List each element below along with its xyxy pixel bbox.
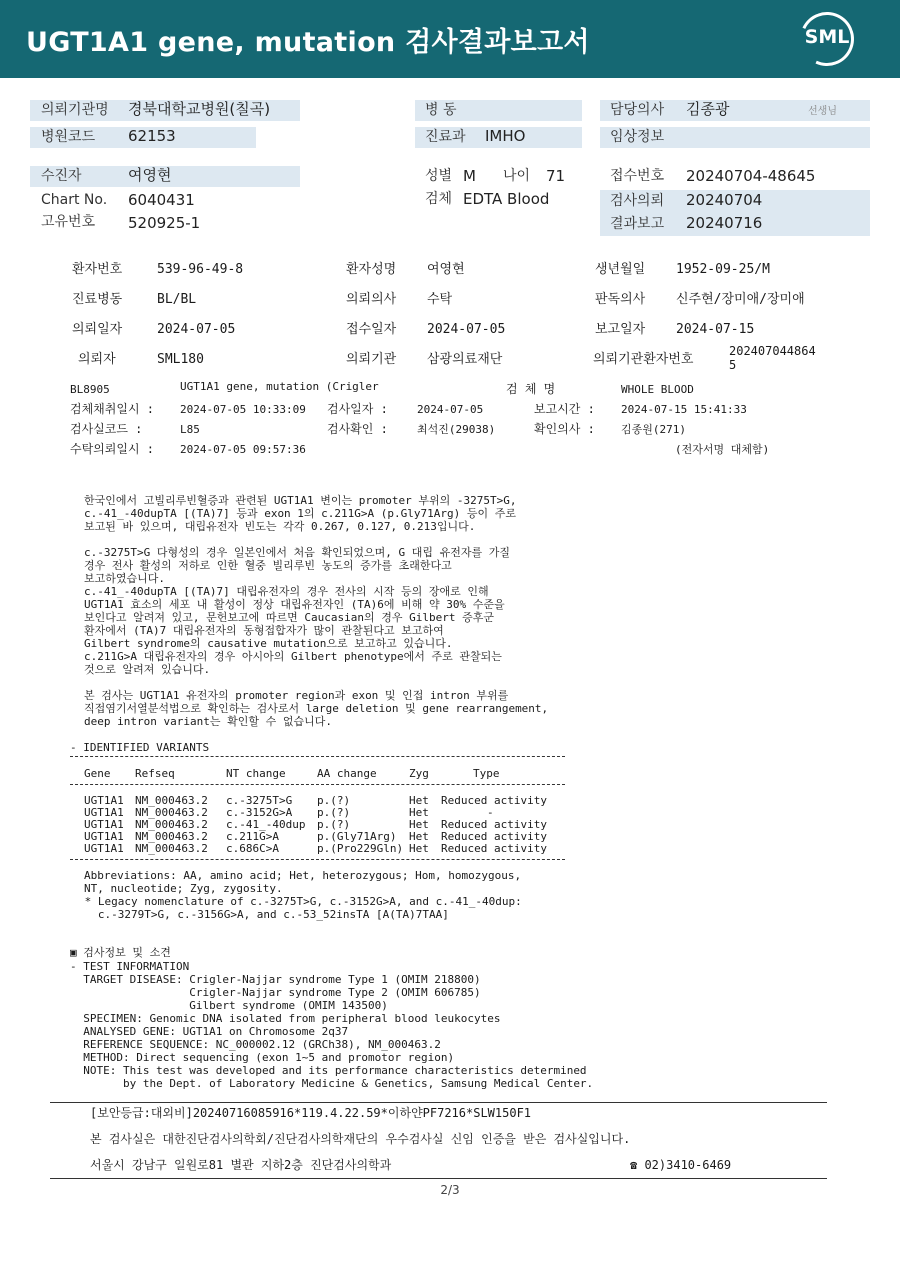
unique-label: 고유번호 <box>41 214 96 230</box>
info-line: METHOD: Direct sequencing (exon 1~5 and promotor region) <box>70 1051 455 1064</box>
footer-rule-top <box>50 1102 827 1103</box>
lab-code-label: 검사실코드 : <box>70 422 143 436</box>
info-line: Crigler-Najjar syndrome Type 2 (OMIM 606785) <box>70 986 481 999</box>
cell-refseq: NM_000463.2 <box>135 830 208 843</box>
institution-label: 의뢰기관명 <box>41 102 109 118</box>
cell-type: Reduced activity <box>441 842 547 855</box>
sex-value: M <box>463 167 476 185</box>
chart-label: Chart No. <box>41 192 108 208</box>
narrative-line: c.-3275T>G 다형성의 경우 일본인에서 처음 확인되었으며, G 대립 유전자를 가질 <box>84 546 510 559</box>
table-rule-mid <box>70 784 565 785</box>
specimen-name-label: 검 체 명 <box>506 382 556 396</box>
sml-logo <box>800 12 854 66</box>
patient-info-value: 여영현 <box>427 262 465 277</box>
info-line: - TEST INFORMATION <box>70 960 190 973</box>
cell-zyg: Het <box>409 830 429 843</box>
doctor-value: 김종광 <box>686 100 730 118</box>
patient-info-value: 202407044864 <box>729 344 816 358</box>
logo-text: SML <box>804 26 850 48</box>
age-label: 나이 <box>503 168 531 184</box>
patient-info-label: 의뢰기관 <box>346 352 397 367</box>
patient-info-value: BL/BL <box>157 292 197 307</box>
cell-gene: UGT1A1 <box>84 806 124 819</box>
cell-gene: UGT1A1 <box>84 818 124 831</box>
cell-aa: p.(Gly71Arg) <box>317 830 397 843</box>
legacy-note: * Legacy nomenclature of c.-3275T>G, c.-3152G>A, and c.-41_-40dup: <box>78 895 522 908</box>
report-value: 20240716 <box>686 214 763 232</box>
patient-info-label: 환자성명 <box>346 262 397 277</box>
narrative-line: 직접염기서열분석법으로 확인하는 검사로서 large deletion 및 gene rearrangement, <box>84 702 549 715</box>
cell-aa: p.(?) <box>317 806 351 819</box>
info-line: SPECIMEN: Genomic DNA isolated from peripheral blood leukocytes <box>70 1012 501 1025</box>
security-line: [보안등급:대외비]20240716085916*119.4.22.59*이하얀PF7216*SLW150F1 <box>90 1106 532 1120</box>
cell-nt: c.-41_-40dup <box>226 818 306 831</box>
sex-label: 성별 <box>425 168 453 184</box>
doctor-label: 담당의사 <box>610 102 665 118</box>
info-line: by the Dept. of Laboratory Medicine & Genetics, Samsung Medical Center. <box>70 1077 594 1090</box>
cell-aa: p.(?) <box>317 818 351 831</box>
cell-nt: c.-3152G>A <box>226 806 293 819</box>
test-code: BL8905 <box>70 383 110 396</box>
col-header-refseq: Refseq <box>135 767 175 780</box>
narrative-line: 것으로 알려져 있습니다. <box>84 663 211 676</box>
cell-gene: UGT1A1 <box>84 830 124 843</box>
info-line: NOTE: This test was developed and its performance characteristics determined <box>70 1064 587 1077</box>
table-rule-bottom <box>70 859 565 860</box>
receipt-label: 접수번호 <box>610 168 665 184</box>
lab-code-value: L85 <box>180 423 200 436</box>
narrative-line: 한국인에서 고빌리루빈혈증과 관련된 UGT1A1 변이는 promoter 부위의 -3275T>G, <box>84 494 517 507</box>
cell-zyg: Het <box>409 842 429 855</box>
consign-label: 수탁의뢰일시 : <box>70 442 155 456</box>
col-header-zyg: Zyg <box>409 767 429 780</box>
page-number: 2/3 <box>440 1183 460 1197</box>
cell-refseq: NM_000463.2 <box>135 794 208 807</box>
report-time-label: 보고시간 : <box>534 402 595 416</box>
patient-label: 수진자 <box>41 168 82 184</box>
specimen-value: EDTA Blood <box>463 190 550 208</box>
patient-info-label: 환자번호 <box>72 262 123 277</box>
info-line: TARGET DISEASE: Crigler-Najjar syndrome Type 1 (OMIM 218800) <box>70 973 481 986</box>
patient-info-value: 신주현/장미애/장미애 <box>676 292 805 307</box>
confirm-value: 최석진(29038) <box>417 423 496 436</box>
cell-gene: UGT1A1 <box>84 842 124 855</box>
patient-info-label: 접수일자 <box>346 322 397 337</box>
clinical-label: 임상정보 <box>610 129 665 145</box>
narrative-line: c.-41_-40dupTA [(TA)7] 등과 exon 1의 c.211G>A (p.Gly71Arg) 등이 주로 <box>84 507 516 520</box>
patient-info-label: 의뢰일자 <box>72 322 123 337</box>
hospital-code-value: 62153 <box>128 127 176 145</box>
phone-line: ☎ 02)3410-6469 <box>630 1158 732 1172</box>
cell-type: Reduced activity <box>441 830 547 843</box>
patient-info-label: 진료병동 <box>72 292 123 307</box>
narrative-line: 보고된 바 있으며, 대립유전자 빈도는 각각 0.267, 0.127, 0.213입니다. <box>84 520 476 533</box>
narrative-line: 보인다고 알려져 있고, 문헌보고에 따르면 Caucasian의 경우 Gilbert 증후군 <box>84 611 494 624</box>
patient-info-value: 1952-09-25/M <box>676 262 770 277</box>
abbreviation-note: NT, nucleotide; Zyg, zygosity. <box>84 882 283 895</box>
esign-note: (전자서명 대체함) <box>675 443 770 456</box>
chart-value: 6040431 <box>128 191 195 209</box>
col-header-type: Type <box>473 767 500 780</box>
col-header-gene: Gene <box>84 767 111 780</box>
cell-nt: c.686C>A <box>226 842 279 855</box>
confirm-doctor-label: 확인의사 : <box>534 422 595 436</box>
legacy-note: c.-3279T>G, c.-3156G>A, and c.-53_52insTA [A(TA)7TAA] <box>78 908 449 921</box>
cell-refseq: NM_000463.2 <box>135 842 208 855</box>
cell-type: - <box>487 806 494 819</box>
cell-refseq: NM_000463.2 <box>135 806 208 819</box>
report-time-value: 2024-07-15 15:41:33 <box>621 403 747 416</box>
unique-value: 520925-1 <box>128 214 201 232</box>
confirm-doctor-value: 김종원(271) <box>621 423 686 436</box>
report-header <box>0 0 900 78</box>
request-value: 20240704 <box>686 191 763 209</box>
report-label: 결과보고 <box>610 216 665 232</box>
patient-info-value-cont: 5 <box>729 358 737 372</box>
patient-info-value: 수탁 <box>427 292 453 307</box>
specimen-label: 검체 <box>425 191 453 207</box>
patient-info-label: 생년월일 <box>595 262 646 277</box>
abbreviation-note: Abbreviations: AA, amino acid; Het, heterozygous; Hom, homozygous, <box>84 869 522 882</box>
patient-info-label: 판독의사 <box>595 292 646 307</box>
ward-label: 병 동 <box>425 102 457 118</box>
narrative-line: deep intron variant는 확인할 수 없습니다. <box>84 715 332 728</box>
cell-nt: c.-3275T>G <box>226 794 293 807</box>
request-label: 검사의뢰 <box>610 193 665 209</box>
receipt-value: 20240704-48645 <box>686 167 816 185</box>
info-line: REFERENCE SEQUENCE: NC_000002.12 (GRCh38), NM_000463.2 <box>70 1038 441 1051</box>
cell-zyg: Het <box>409 818 429 831</box>
patient-info-value: 2024-07-15 <box>676 322 755 337</box>
info-section-title: ▣ 검사정보 및 소견 <box>70 946 171 959</box>
col-header-nt: NT change <box>226 767 286 780</box>
patient-info-label: 의뢰기관환자번호 <box>593 352 694 367</box>
address-line: 서울시 강남구 일원로81 별관 지하2층 진단검사의학과 <box>90 1158 392 1172</box>
report-title: UGT1A1 gene, mutation 검사결과보고서 <box>26 27 590 58</box>
patient-info-value: 539-96-49-8 <box>157 262 244 277</box>
patient-info-value: 2024-07-05 <box>157 322 236 337</box>
patient-info-value: 삼광의료재단 <box>427 352 503 367</box>
collect-value: 2024-07-05 10:33:09 <box>180 403 306 416</box>
narrative-line: 보고하였습니다. <box>84 572 166 585</box>
narrative-line: c.-41_-40dupTA [(TA)7] 대립유전자의 경우 전사의 시작 등의 장애로 인해 <box>84 585 489 598</box>
narrative-line: Gilbert syndrome의 causative mutation으로 보고하고 있습니다. <box>84 637 453 650</box>
specimen-name-value: WHOLE BLOOD <box>621 383 694 396</box>
cell-gene: UGT1A1 <box>84 794 124 807</box>
cell-nt: c.211G>A <box>226 830 279 843</box>
col-header-aa: AA change <box>317 767 377 780</box>
department-label: 진료과 <box>425 129 466 145</box>
table-rule-top <box>70 756 565 757</box>
patient-info-value: 2024-07-05 <box>427 322 506 337</box>
patient-info-value: SML180 <box>157 352 204 367</box>
cell-refseq: NM_000463.2 <box>135 818 208 831</box>
info-line: ANALYSED GENE: UGT1A1 on Chromosome 2q37 <box>70 1025 349 1038</box>
patient-info-label: 의뢰자 <box>78 352 116 367</box>
cell-aa: p.(Pro229Gln) <box>317 842 404 855</box>
test-date-label: 검사일자 : <box>327 402 388 416</box>
narrative-line: 환자에서 (TA)7 대립유전자의 동형접합자가 많이 관찰된다고 보고하여 <box>84 624 444 637</box>
patient-info-label: 보고일자 <box>595 322 646 337</box>
patient-value: 여영현 <box>128 166 172 184</box>
consign-value: 2024-07-05 09:57:36 <box>180 443 306 456</box>
department-value: IMHO <box>485 127 526 145</box>
narrative-line: 경우 전사 활성의 저하로 인한 혈중 빌리루빈 농도의 증가를 초래한다고 <box>84 559 452 572</box>
institution-value: 경북대학교병원(칠곡) <box>128 100 271 118</box>
variants-title: - IDENTIFIED VARIANTS <box>70 741 210 754</box>
patient-info-label: 의뢰의사 <box>346 292 397 307</box>
footer-rule-bottom <box>50 1178 827 1179</box>
certification-line: 본 검사실은 대한진단검사의학회/진단검사의학재단의 우수검사실 신임 인증을 받은 검사실입니다. <box>90 1132 631 1146</box>
confirm-label: 검사확인 : <box>327 422 388 436</box>
cell-zyg: Het <box>409 806 429 819</box>
test-date-value: 2024-07-05 <box>417 403 484 416</box>
cell-type: Reduced activity <box>441 794 547 807</box>
cell-type: Reduced activity <box>441 818 547 831</box>
hospital-code-label: 병원코드 <box>41 129 96 145</box>
doctor-suffix: 선생님 <box>808 106 837 117</box>
info-line: Gilbert syndrome (OMIM 143500) <box>70 999 388 1012</box>
narrative-line: 본 검사는 UGT1A1 유전자의 promoter region과 exon 및 인접 intron 부위를 <box>84 689 509 702</box>
cell-aa: p.(?) <box>317 794 351 807</box>
test-name: UGT1A1 gene, mutation (Crigler <box>180 380 379 393</box>
age-value: 71 <box>546 167 566 185</box>
narrative-line: UGT1A1 효소의 세포 내 활성이 정상 대립유전자인 (TA)6에 비해 약 30% 수준을 <box>84 598 505 611</box>
cell-zyg: Het <box>409 794 429 807</box>
collect-label: 검체채취일시 : <box>70 402 155 416</box>
narrative-line: c.211G>A 대립유전자의 경우 아시아의 Gilbert phenotype에서 주로 관찰되는 <box>84 650 502 663</box>
